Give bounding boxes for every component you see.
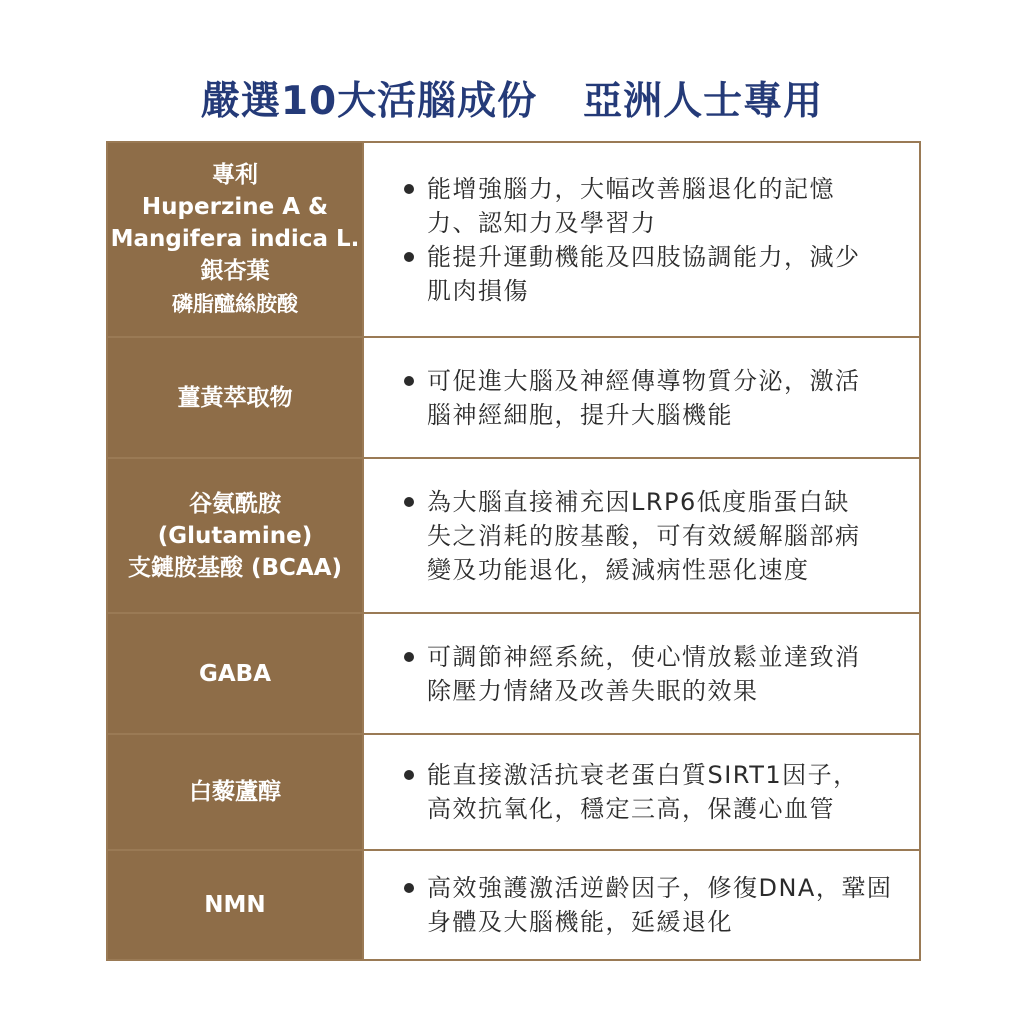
ingredient-label-line: 薑黃萃取物 — [177, 384, 293, 411]
bullet-dot-icon — [404, 883, 414, 893]
ingredient-label-cell — [108, 851, 362, 959]
ingredient-label-cell — [108, 338, 362, 457]
title-sub: 亞洲人士專用 — [583, 79, 824, 124]
ingredient-label-line: 谷氨酰胺 — [189, 490, 281, 517]
benefit-text-line: 為大腦直接補充因LRP6低度脂蛋白缺 — [427, 487, 850, 516]
benefit-cell — [362, 614, 919, 733]
benefit-text-line: 變及功能退化，緩減病性惡化速度 — [427, 555, 810, 584]
benefit-cell — [362, 735, 919, 849]
benefit-text-line: 高效抗氧化，穩定三高，保護心血管 — [427, 795, 835, 823]
benefit-text-line: 除壓力情緒及改善失眠的效果 — [427, 676, 759, 705]
table-row — [108, 459, 919, 614]
ingredient-table — [106, 141, 921, 961]
ingredient-label-line: 白藜蘆醇 — [189, 779, 281, 805]
bullet-dot-icon — [404, 770, 414, 780]
benefit-text-line: 肌肉損傷 — [427, 276, 529, 305]
benefit-text-line: 能提升運動機能及四肢協調能力，減少 — [427, 242, 861, 271]
benefit-text-line: 能直接激活抗衰老蛋白質SIRT1因子， — [427, 761, 859, 789]
benefit-text-line: 高效強護激活逆齡因子，修復DNA，鞏固 — [427, 874, 893, 902]
bullet-dot-icon — [404, 376, 414, 386]
ingredient-label-cell — [108, 735, 362, 849]
benefit-text-line: 力、認知力及學習力 — [427, 208, 657, 237]
benefit-item — [404, 871, 892, 939]
table-row — [108, 614, 919, 735]
benefit-item — [404, 364, 883, 432]
benefit-text-line: 腦神經細胞，提升大腦機能 — [427, 400, 733, 429]
ingredient-label-line: 銀杏葉 — [200, 257, 270, 284]
bullet-dot-icon — [404, 252, 414, 262]
table-row — [108, 143, 919, 338]
benefit-item — [404, 640, 883, 708]
benefit-cell — [362, 459, 919, 612]
benefit-text-line: 身體及大腦機能，延緩退化 — [427, 908, 733, 936]
benefit-text-line: 可促進大腦及神經傳導物質分泌，激活 — [427, 366, 861, 395]
ingredient-label-cell — [108, 614, 362, 733]
ingredient-label-line: Mangifera indica L. — [110, 225, 360, 252]
benefit-item — [404, 172, 883, 240]
benefit-text-line: 失之消耗的胺基酸，可有效緩解腦部病 — [427, 521, 861, 550]
ingredient-label-line: 專利 — [212, 161, 258, 188]
benefit-item — [404, 758, 883, 826]
ingredient-label-cell — [108, 143, 362, 336]
benefit-text-line: 能增強腦力，大幅改善腦退化的記憶 — [427, 174, 835, 203]
ingredient-label-line: GABA — [198, 660, 271, 687]
bullet-dot-icon — [404, 652, 414, 662]
ingredient-label-line: 支鏈胺基酸 (BCAA) — [127, 554, 343, 581]
ingredient-label-line: 磷脂醯絲胺酸 — [172, 291, 298, 316]
ingredient-label-line: (Glutamine) — [157, 522, 313, 549]
benefit-item — [404, 240, 883, 308]
ingredient-label-cell — [108, 459, 362, 612]
ingredient-label-line: Huperzine A & — [141, 193, 329, 220]
ingredient-label-line: NMN — [204, 892, 266, 918]
benefit-text-line: 可調節神經系統，使心情放鬆並達致消 — [427, 642, 861, 671]
benefit-cell — [362, 143, 919, 336]
benefit-item — [404, 485, 883, 587]
page-title — [0, 74, 1024, 130]
bullet-dot-icon — [404, 184, 414, 194]
table-row — [108, 338, 919, 459]
table-row — [108, 851, 919, 959]
benefit-cell — [362, 338, 919, 457]
table-row — [108, 735, 919, 851]
bullet-dot-icon — [404, 497, 414, 507]
title-main: 嚴選10大活腦成份 — [200, 79, 538, 124]
benefit-cell — [362, 851, 928, 959]
